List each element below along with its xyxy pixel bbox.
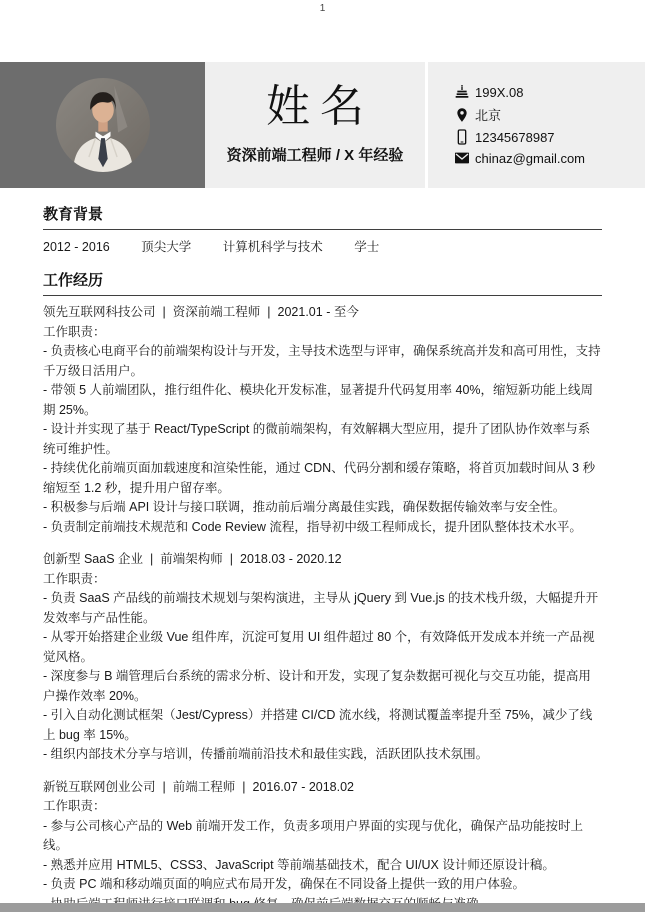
- job-bullet: - 引入自动化测试框架（Jest/Cypress）并搭建 CI/CD 流水线，将测试覆盖率提升至 75%，减少了线上 bug 率 15%。: [43, 708, 593, 742]
- contact-phone: 12345678987: [475, 129, 555, 145]
- education-major: 计算机科学与技术: [222, 240, 323, 254]
- portrait-illustration: [56, 78, 150, 172]
- separator: |: [162, 305, 166, 319]
- duties-label: 工作职责：: [43, 324, 106, 339]
- name-block: [205, 62, 425, 188]
- job-entry: [43, 303, 602, 537]
- contact-birthday: 199X.08: [475, 84, 524, 100]
- phone-icon: [454, 129, 470, 145]
- job-bullet: - 带领 5 人前端团队，推行组件化、模块化开发标准，显著提升代码复用率 40%，缩短新功能上线周期 25%。: [43, 383, 594, 417]
- education-school: 顶尖大学: [141, 240, 192, 254]
- job-bullet: - 负责制定前端技术规范和 Code Review 流程，指导初中级工程师成长，提升团队整体技术水平。: [43, 519, 582, 534]
- job-bullet: - 负责核心电商平台的前端架构设计与开发，主导技术选型与评审，确保系统高并发和高可用性，支持千万级日活用户。: [43, 344, 601, 378]
- job-bullet: - 熟悉并应用 HTML5、CSS3、JavaScript 等前端基础技术，配合 UI/UX 设计师还原设计稿。: [43, 857, 555, 872]
- job-title-line: [43, 778, 602, 798]
- separator: |: [242, 779, 246, 794]
- contact-email: chinaz@gmail.com: [475, 150, 586, 166]
- job-role: 资深前端工程师: [172, 305, 261, 319]
- resume-body: [43, 206, 602, 912]
- job-company: 创新型 SaaS 企业: [43, 552, 144, 566]
- page-number: 1: [319, 3, 326, 14]
- job-bullet: - 负责 SaaS 产品线的前端技术规划与架构演进，主导从 jQuery 到 Vue.js 的技术栈升级，大幅提升开发效率与产品性能。: [43, 591, 599, 625]
- job-entry: [43, 778, 602, 912]
- education-section: [43, 206, 602, 256]
- job-bullet: - 参与公司核心产品的 Web 前端开发工作，负责多项用户界面的实现与优化，确保产品功能按时上线。: [43, 818, 584, 852]
- job-bullet: - 负责 PC 端和移动端页面的响应式布局开发，确保在不同设备上提供一致的用户体验。: [43, 877, 525, 891]
- candidate-title: 资深前端工程师 / X 年经验: [226, 147, 404, 164]
- separator: |: [229, 552, 234, 566]
- job-bullet: - 持续优化前端页面加载速度和渲染性能，通过 CDN、代码分割和缓存策略，将首页加载时间从 3 秒缩短至 1.2 秒，提升用户留存率。: [43, 461, 596, 495]
- contact-row-phone: [454, 129, 645, 145]
- photo-block: [0, 62, 205, 188]
- education-heading: 教育背景: [43, 206, 602, 230]
- job-period: 2016.07 - 2018.02: [252, 779, 355, 794]
- job-bullet: - 深度参与 B 端管理后台系统的需求分析、设计和开发，实现了复杂数据可视化与交互功能，提高用户操作效率 20%。: [43, 669, 591, 703]
- job-entry: [43, 550, 602, 765]
- contact-location: 北京: [475, 108, 502, 123]
- job-period: 2018.03 - 2020.12: [240, 552, 342, 566]
- experience-section: [43, 272, 602, 912]
- footer-strip: [0, 903, 645, 912]
- separator: |: [150, 552, 154, 566]
- job-bullet: - 设计并实现了基于 React/TypeScript 的微前端架构，有效解耦大型应用，提升了团队协作效率与系统可维护性。: [43, 422, 591, 456]
- email-icon: [454, 150, 470, 166]
- separator: |: [162, 779, 166, 794]
- job-bullets: [43, 342, 602, 537]
- job-company: 新锐互联网创业公司: [43, 779, 156, 794]
- duties-label: 工作职责：: [43, 571, 106, 586]
- job-title-line: [43, 550, 602, 570]
- education-period: 2012 - 2016: [43, 240, 110, 254]
- job-company: 领先互联网科技公司: [43, 305, 156, 319]
- education-entry: [43, 238, 602, 256]
- contact-block: [428, 62, 645, 188]
- birthday-cake-icon: [454, 84, 470, 100]
- job-bullet: - 积极参与后端 API 设计与接口联调，推动前后端分离最佳实践，确保数据传输效率与安全性。: [43, 500, 566, 514]
- job-bullets: [43, 817, 602, 912]
- contact-row-location: [454, 105, 645, 124]
- resume-header: [0, 62, 645, 188]
- avatar: [56, 78, 150, 172]
- candidate-name: 姓名: [266, 82, 374, 131]
- jobs: [43, 303, 602, 912]
- job-role: 前端工程师: [172, 779, 236, 794]
- job-bullet: - 从零开始搭建企业级 Vue 组件库，沉淀可复用 UI 组件超过 80 个，有效降低开发成本并统一产品视觉风格。: [43, 630, 595, 664]
- job-bullets: [43, 589, 602, 765]
- location-pin-icon: [454, 107, 470, 123]
- job-role: 前端架构师: [160, 552, 223, 566]
- contact-row-email: [454, 150, 645, 166]
- contact-row-birthday: [454, 84, 645, 100]
- job-title-line: [43, 303, 602, 323]
- separator: |: [267, 305, 271, 319]
- duties-label: 工作职责：: [43, 799, 106, 813]
- education-degree: 学士: [354, 240, 380, 254]
- job-period: 2021.01 - 至今: [277, 305, 359, 319]
- job-bullet: - 组织内部技术分享与培训，传播前端前沿技术和最佳实践，活跃团队技术氛围。: [43, 747, 489, 761]
- experience-heading: 工作经历: [43, 272, 602, 296]
